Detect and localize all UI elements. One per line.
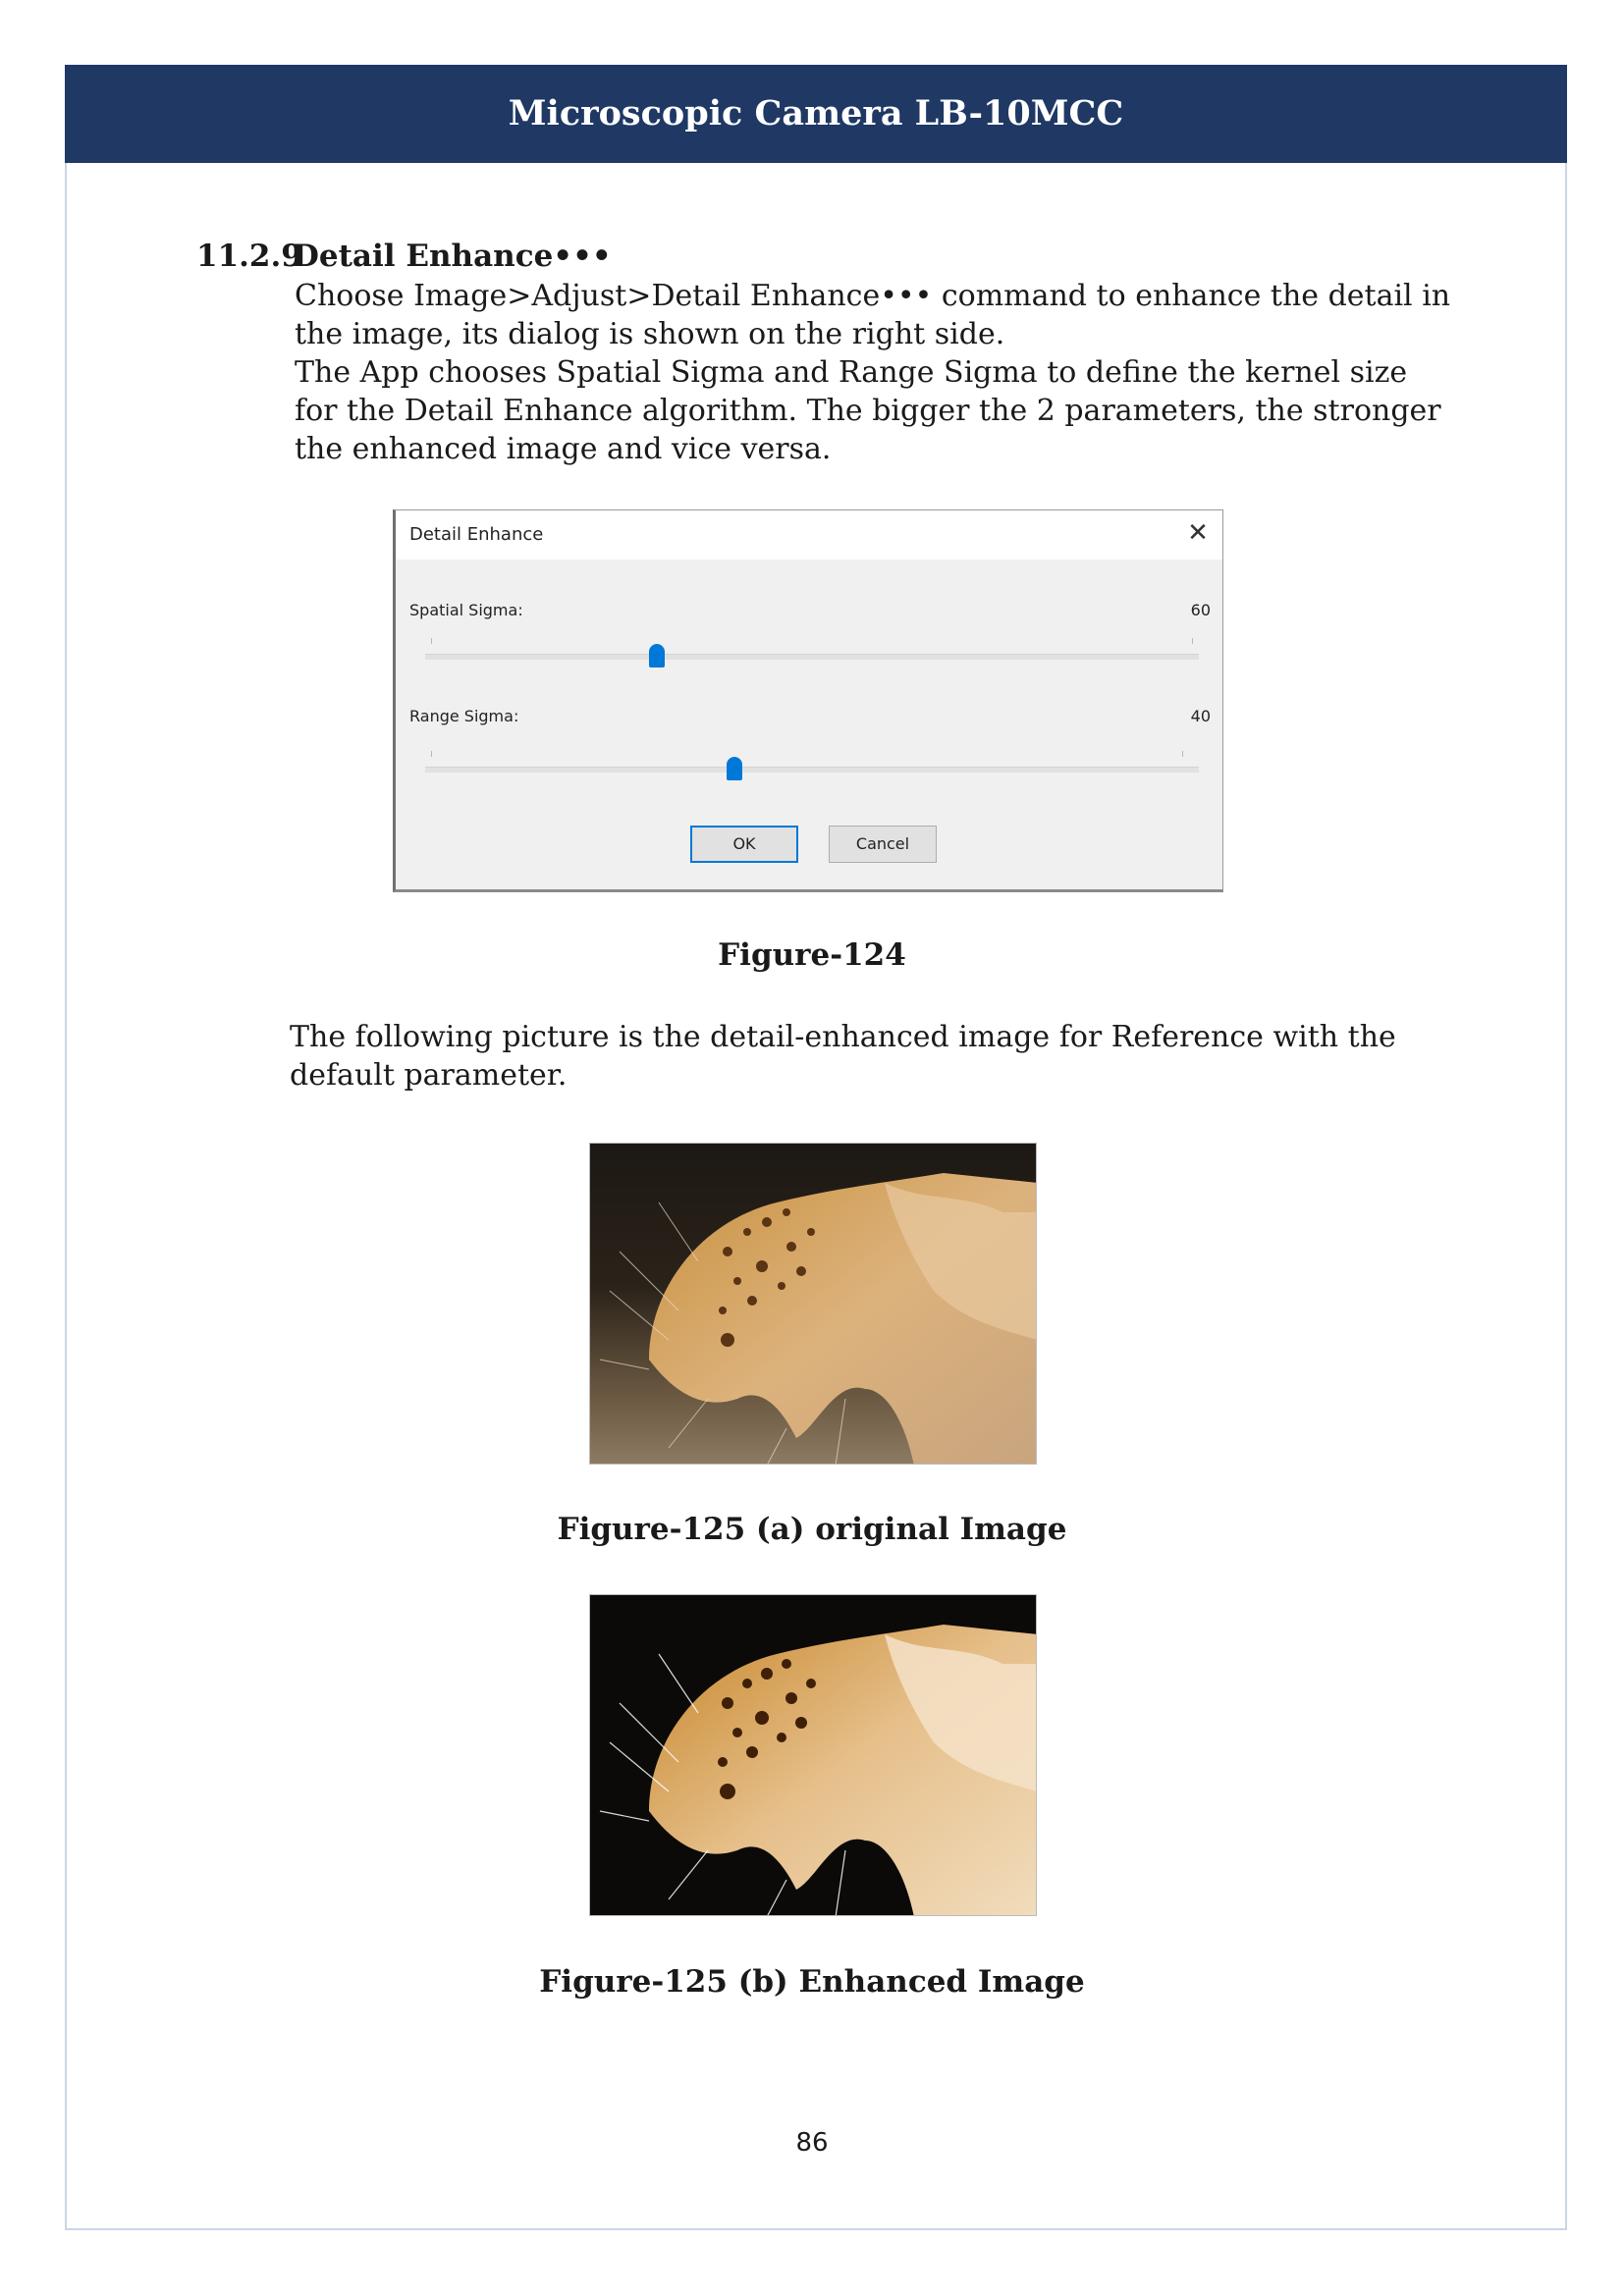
figure-125b-caption: Figure-125 (b) Enhanced Image (539, 1964, 1085, 2000)
spatial-sigma-value: 60 (1190, 601, 1211, 619)
figure-124-caption: Figure-124 (718, 937, 906, 973)
section-title: Detail Enhance••• (293, 239, 612, 274)
section-heading (196, 239, 612, 274)
page-header: Microscopic Camera LB-10MCC (65, 65, 1567, 163)
range-sigma-value: 40 (1190, 707, 1211, 725)
slider-thumb[interactable] (727, 757, 742, 780)
paragraph: Choose Image>Adjust>Detail Enhance••• command to enhance the detail in the image, its dialog is shown on the right side. (295, 279, 1451, 351)
slider-thumb[interactable] (649, 644, 665, 667)
ok-button[interactable]: OK (690, 826, 798, 863)
dialog-titlebar (396, 510, 1222, 560)
figure-125a-caption: Figure-125 (a) original Image (557, 1512, 1067, 1547)
section-number: 11.2.9 (196, 239, 302, 274)
section-text (295, 277, 1453, 468)
cancel-button[interactable]: Cancel (829, 826, 937, 863)
page-number: 86 (795, 2128, 829, 2158)
slider-track (425, 767, 1199, 773)
intro-paragraph: The following picture is the detail-enhanced image for Reference with the default parameter. (290, 1020, 1396, 1093)
paragraph: The App chooses Spatial Sigma and Range Sigma to define the kernel size for the Detail Enhance algorithm. The bigger the 2 parameters, the stronger the enhanced image and vice versa. (295, 355, 1441, 466)
enhanced-insect-image (589, 1594, 1037, 1916)
range-sigma-label: Range Sigma: (409, 707, 519, 725)
slider-track (425, 654, 1199, 660)
spatial-sigma-slider[interactable] (425, 638, 1199, 667)
dialog-title: Detail Enhance (409, 524, 544, 545)
close-icon[interactable]: ✕ (1187, 518, 1209, 548)
detail-enhance-dialog (393, 509, 1223, 892)
original-insect-image (589, 1143, 1037, 1465)
spatial-sigma-label: Spatial Sigma: (409, 601, 523, 619)
range-sigma-slider[interactable] (425, 751, 1199, 780)
